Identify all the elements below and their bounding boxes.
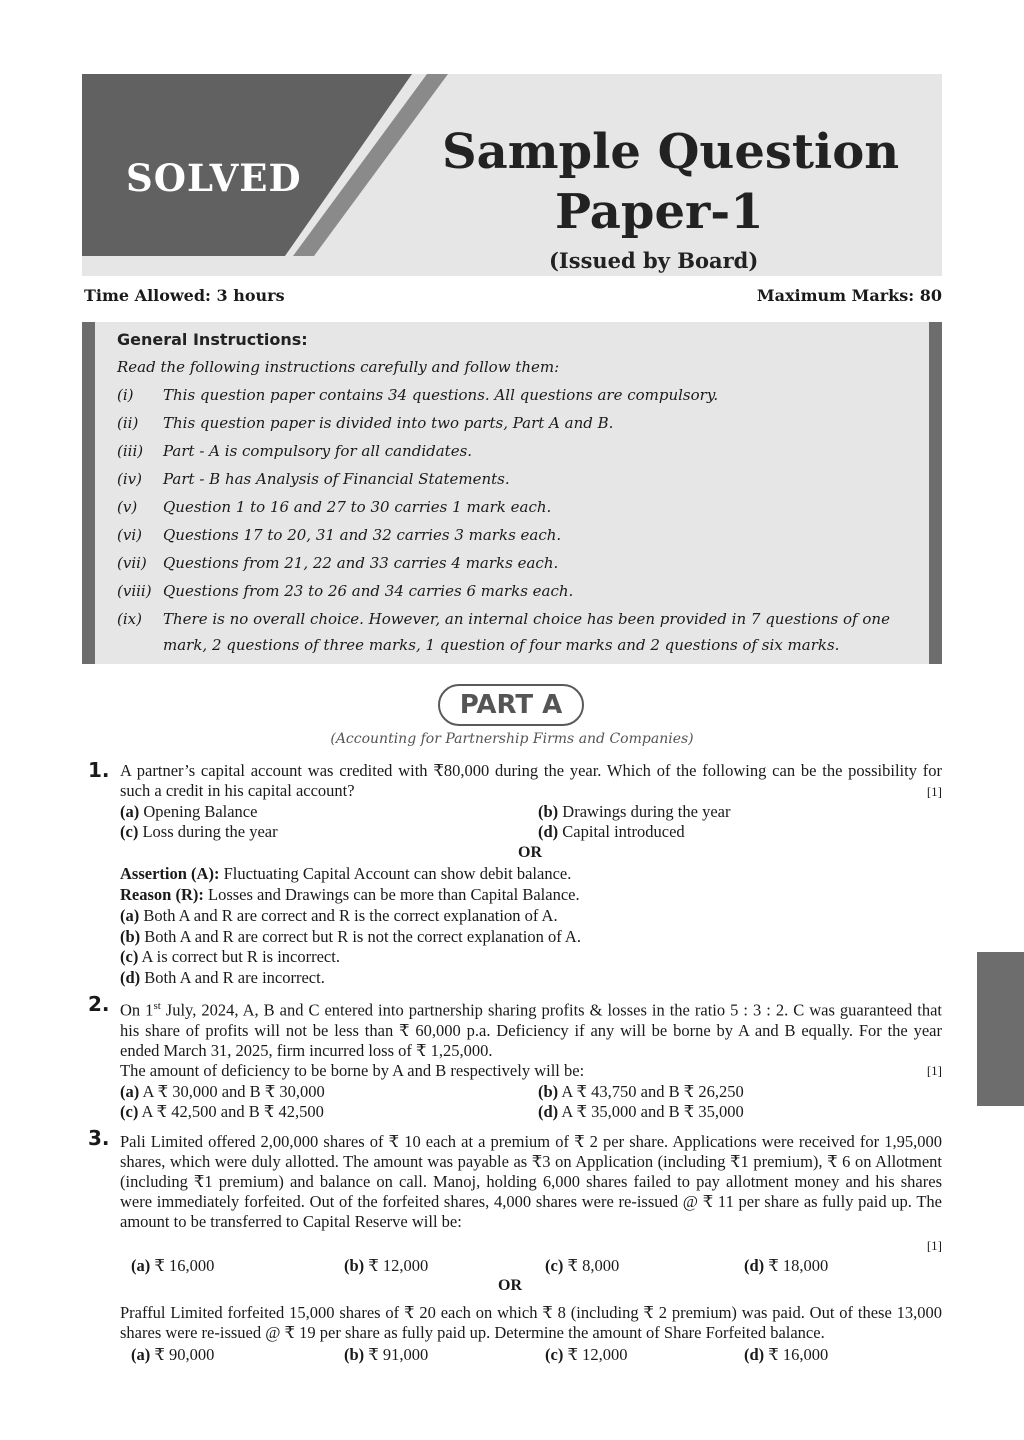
option bbox=[538, 802, 730, 822]
question-mark: [1] bbox=[926, 1238, 942, 1253]
question-text-start: On 1 bbox=[120, 1000, 154, 1020]
side-tab bbox=[977, 952, 1024, 1106]
option-label: (b) bbox=[538, 1082, 559, 1101]
alternative-question-text: Prafful Limited forfeited 15,000 shares of ₹ 20 each on which ₹ 8 (including ₹ 2 premium) was paid. Out of these 13,000 shares were re-issued @ ₹ 19 per share as fully paid up. Determine the amount of Share Forfeited balance. bbox=[120, 1303, 942, 1342]
option bbox=[545, 1256, 619, 1276]
option-label: (b) bbox=[538, 802, 559, 821]
option-label: (a) bbox=[131, 1345, 151, 1364]
superscript: st bbox=[153, 1000, 161, 1012]
instruction-text: Part - B has Analysis of Financial Statements. bbox=[163, 470, 510, 488]
option-text: Drawings during the year bbox=[562, 802, 731, 821]
option-text: A ₹ 35,000 and B ₹ 35,000 bbox=[561, 1102, 744, 1121]
option bbox=[120, 906, 558, 926]
option-text: Both A and R are incorrect. bbox=[144, 968, 325, 987]
question-mark: [1] bbox=[926, 784, 942, 799]
option bbox=[538, 1082, 744, 1102]
option bbox=[344, 1256, 428, 1276]
instruction-num: (vi) bbox=[117, 526, 142, 544]
option-label: (c) bbox=[120, 822, 139, 841]
option-text: ₹ 8,000 bbox=[567, 1256, 620, 1275]
instruction-num: (v) bbox=[117, 498, 138, 516]
instruction-text: Question 1 to 16 and 27 to 30 carries 1 mark each. bbox=[163, 498, 552, 516]
instructions-lead: Read the following instructions carefully and follow them: bbox=[117, 358, 560, 376]
option-text: ₹ 16,000 bbox=[768, 1345, 829, 1364]
question-number: 1. bbox=[88, 758, 110, 782]
assertion bbox=[120, 864, 571, 884]
page-title-line2: Paper-1 bbox=[555, 184, 764, 240]
option-label: (d) bbox=[538, 1102, 559, 1121]
option bbox=[120, 802, 257, 822]
option-text: Capital introduced bbox=[562, 822, 685, 841]
instruction-item bbox=[117, 382, 917, 408]
instruction-num: (ix) bbox=[117, 610, 142, 628]
option-text: Loss during the year bbox=[142, 822, 278, 841]
option-text: Both A and R are correct and R is the correct explanation of A. bbox=[143, 906, 558, 925]
option bbox=[120, 1082, 325, 1102]
header-banner bbox=[82, 74, 942, 276]
instructions-left-bar bbox=[82, 322, 95, 664]
option bbox=[120, 947, 340, 967]
instruction-item bbox=[117, 466, 917, 492]
instruction-text: Questions 17 to 20, 31 and 32 carries 3 marks each. bbox=[163, 526, 562, 544]
reason-label: Reason (R): bbox=[120, 885, 204, 904]
option-text: ₹ 91,000 bbox=[368, 1345, 429, 1364]
option-label: (a) bbox=[120, 802, 140, 821]
page-title-line1: Sample Question bbox=[442, 124, 900, 180]
instructions-box bbox=[82, 322, 942, 664]
option-text: Opening Balance bbox=[143, 802, 258, 821]
maximum-marks: Maximum Marks: 80 bbox=[756, 286, 942, 305]
instruction-item bbox=[117, 606, 917, 658]
option bbox=[120, 968, 325, 988]
instruction-text: This question paper is divided into two parts, Part A and B. bbox=[163, 414, 614, 432]
reason bbox=[120, 885, 580, 905]
option-label: (c) bbox=[120, 947, 139, 966]
option-text: Both A and R are correct but R is not the correct explanation of A. bbox=[144, 927, 581, 946]
option-label: (d) bbox=[538, 822, 559, 841]
option bbox=[120, 1102, 324, 1122]
option-label: (b) bbox=[344, 1256, 365, 1275]
option-label: (b) bbox=[344, 1345, 365, 1364]
or-divider: OR bbox=[518, 844, 542, 861]
option bbox=[744, 1256, 828, 1276]
instruction-item bbox=[117, 550, 917, 576]
option bbox=[131, 1345, 214, 1365]
option-text: ₹ 18,000 bbox=[768, 1256, 829, 1275]
option bbox=[120, 822, 278, 842]
option-label: (c) bbox=[545, 1345, 564, 1364]
question-text: Pali Limited offered 2,00,000 shares of ₹ 10 each at a premium of ₹ 2 per share. Applications were received for 1,95,000 shares, which were duly allotted. The amount was payable as ₹3 on Application (including ₹1 premium), ₹ 6 on Allotment (including ₹1 premium) and balance on call. Manoj, holding 6,000 shares failed to pay allotment money and his shares were immediately forfeited. Out of the forfeited shares, 4,000 shares were re-issued @ ₹ 11 per share as fully paid up. The amount to be transferred to Capital Reserve will be: bbox=[120, 1132, 942, 1231]
instruction-num: (vii) bbox=[117, 554, 147, 572]
option-label: (b) bbox=[120, 927, 141, 946]
page-subtitle: (Issued by Board) bbox=[549, 248, 759, 273]
question-text: A partner’s capital account was credited with ₹80,000 during the year. Which of the following can be the possibility for such a credit in his capital account? bbox=[120, 761, 942, 800]
part-a-badge: PART A bbox=[438, 684, 584, 726]
option-label: (d) bbox=[120, 968, 141, 987]
option-label: (a) bbox=[120, 906, 140, 925]
option-text: ₹ 12,000 bbox=[567, 1345, 628, 1364]
instruction-text: Questions from 21, 22 and 33 carries 4 marks each. bbox=[163, 554, 559, 572]
solved-badge: SOLVED bbox=[126, 156, 302, 200]
instructions-heading: General Instructions: bbox=[117, 330, 308, 349]
instruction-text: There is no overall choice. However, an internal choice has been provided in 7 questions of one mark, 2 questions of three marks, 1 question of four marks and 2 questions of six marks. bbox=[163, 610, 890, 654]
instruction-item bbox=[117, 438, 917, 464]
or-divider: OR bbox=[498, 1277, 522, 1294]
option-text: A ₹ 42,500 and B ₹ 42,500 bbox=[141, 1102, 324, 1121]
assertion-label: Assertion (A): bbox=[120, 864, 220, 883]
question-mark: [1] bbox=[926, 1063, 942, 1078]
instruction-num: (i) bbox=[117, 386, 134, 404]
option-text: A ₹ 43,750 and B ₹ 26,250 bbox=[561, 1082, 744, 1101]
instructions-right-bar bbox=[929, 322, 942, 664]
instruction-num: (viii) bbox=[117, 582, 152, 600]
question-text-rest: July, 2024, A, B and C entered into partnership sharing profits & losses in the ratio 5 : 3 : 2. C was guaranteed that his share of profits will not be less than ₹ 60,000 p.a. Deficiency if any will be borne by A and B equally. For the year ended March 31, 2025, firm incurred loss of ₹ 1,25,000. bbox=[120, 1000, 942, 1060]
option bbox=[545, 1345, 627, 1365]
question-text bbox=[120, 996, 942, 1061]
option bbox=[538, 1102, 744, 1122]
assertion-text: Fluctuating Capital Account can show debit balance. bbox=[223, 864, 572, 883]
question-number: 2. bbox=[88, 992, 110, 1016]
option bbox=[120, 927, 581, 947]
option-text: ₹ 90,000 bbox=[154, 1345, 215, 1364]
option bbox=[131, 1256, 214, 1276]
instruction-num: (ii) bbox=[117, 414, 139, 432]
option-label: (a) bbox=[131, 1256, 151, 1275]
question-number: 3. bbox=[88, 1126, 110, 1150]
instruction-item bbox=[117, 522, 917, 548]
option-text: A is correct but R is incorrect. bbox=[141, 947, 340, 966]
instruction-text: Part - A is compulsory for all candidates. bbox=[163, 442, 473, 460]
option-label: (c) bbox=[120, 1102, 139, 1121]
instruction-num: (iii) bbox=[117, 442, 144, 460]
option bbox=[344, 1345, 428, 1365]
part-a-subtitle: (Accounting for Partnership Firms and Companies) bbox=[330, 731, 694, 747]
option bbox=[744, 1345, 828, 1365]
option bbox=[538, 822, 685, 842]
reason-text: Losses and Drawings can be more than Capital Balance. bbox=[208, 885, 580, 904]
instruction-item bbox=[117, 578, 917, 604]
instruction-text: Questions from 23 to 26 and 34 carries 6 marks each. bbox=[163, 582, 574, 600]
option-label: (c) bbox=[545, 1256, 564, 1275]
time-allowed: Time Allowed: 3 hours bbox=[84, 286, 285, 305]
option-text: ₹ 16,000 bbox=[154, 1256, 215, 1275]
instruction-item bbox=[117, 410, 917, 436]
instruction-item bbox=[117, 494, 917, 520]
instruction-text: This question paper contains 34 questions. All questions are compulsory. bbox=[163, 386, 719, 404]
option-label: (a) bbox=[120, 1082, 140, 1101]
option-label: (d) bbox=[744, 1256, 765, 1275]
option-text: A ₹ 30,000 and B ₹ 30,000 bbox=[142, 1082, 325, 1101]
option-text: ₹ 12,000 bbox=[368, 1256, 429, 1275]
option-label: (d) bbox=[744, 1345, 765, 1364]
question-prompt: The amount of deficiency to be borne by A and B respectively will be: bbox=[120, 1061, 585, 1080]
instruction-num: (iv) bbox=[117, 470, 142, 488]
